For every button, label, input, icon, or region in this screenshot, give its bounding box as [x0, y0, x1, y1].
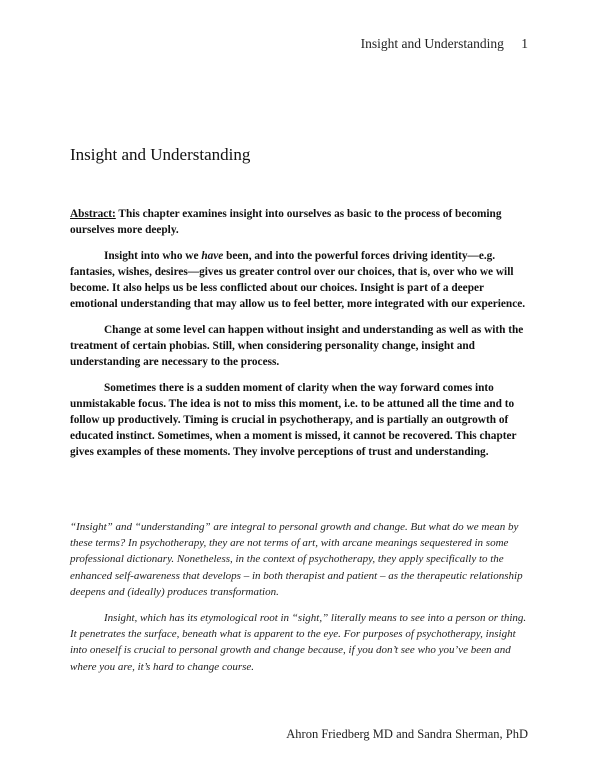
- body-paragraph-2: Insight, which has its etymological root in “sight,” literally means to see into a person or thing. It penetrates the surface, beneath what is apparent to the eye. For purposes of psychotherapy, insight into oneself is crucial to personal growth and change because, if you don’t see who you’ve been and where you are, it’s hard to change course.: [70, 612, 527, 673]
- abstract-paragraph-1: [70, 248, 530, 312]
- document-title: Insight and Understanding: [70, 145, 251, 164]
- abstract-lead-text: This chapter examines insight into ourselves as basic to the process of becoming ourselves more deeply.: [70, 208, 502, 236]
- author-footer: Ahron Friedberg MD and Sandra Sherman, PhD: [286, 727, 528, 741]
- abstract-p1-emphasis: have: [201, 250, 224, 262]
- abstract-label: Abstract:: [70, 208, 116, 220]
- running-header: [361, 36, 528, 52]
- abstract-p1-end: been, and into the powerful forces driving identity—e.g. fantasies, wishes, desires—gives us greater control over our choices, that is, over who we will become. It also helps us be less conflicted about our choices. Insight is part of a deeper emotional understanding that may allow us to feel better, more integrated with our experience.: [70, 250, 526, 310]
- abstract-paragraph-2: Change at some level can happen without insight and understanding as well as with the treatment of certain phobias. Still, when considering personality change, insight and understanding are necessary to the process.: [70, 324, 524, 368]
- body-section: [70, 519, 530, 685]
- body-paragraph-1: “Insight” and “understanding” are integral to personal growth and change. But what do we mean by these terms? In psychotherapy, they are not terms of art, with arcane meanings sequestered in some professional dictionary. Nonetheless, in the context of psychotherapy, they apply specifically to the enhanced self-awareness that develops – in both therapist and patient – as the therapeutic relationship deepens and (ideally) produces transformation.: [70, 521, 523, 598]
- abstract-paragraph-3: Sometimes there is a sudden moment of clarity when the way forward comes into unmistakable focus. The idea is not to miss this moment, i.e. to be attuned all the time and to follow up productively. Timing is crucial in psychotherapy, and is partially an outgrowth of educated instinct. Sometimes, when a moment is missed, it cannot be recovered. This chapter gives examples of these moments. They involve perceptions of trust and understanding.: [70, 382, 517, 458]
- abstract-section: [70, 206, 530, 470]
- abstract-p1-start: Insight into who we: [104, 250, 202, 262]
- running-title: Insight and Understanding: [360, 36, 504, 51]
- abstract-lead: [70, 206, 530, 238]
- page-number: 1: [521, 36, 528, 51]
